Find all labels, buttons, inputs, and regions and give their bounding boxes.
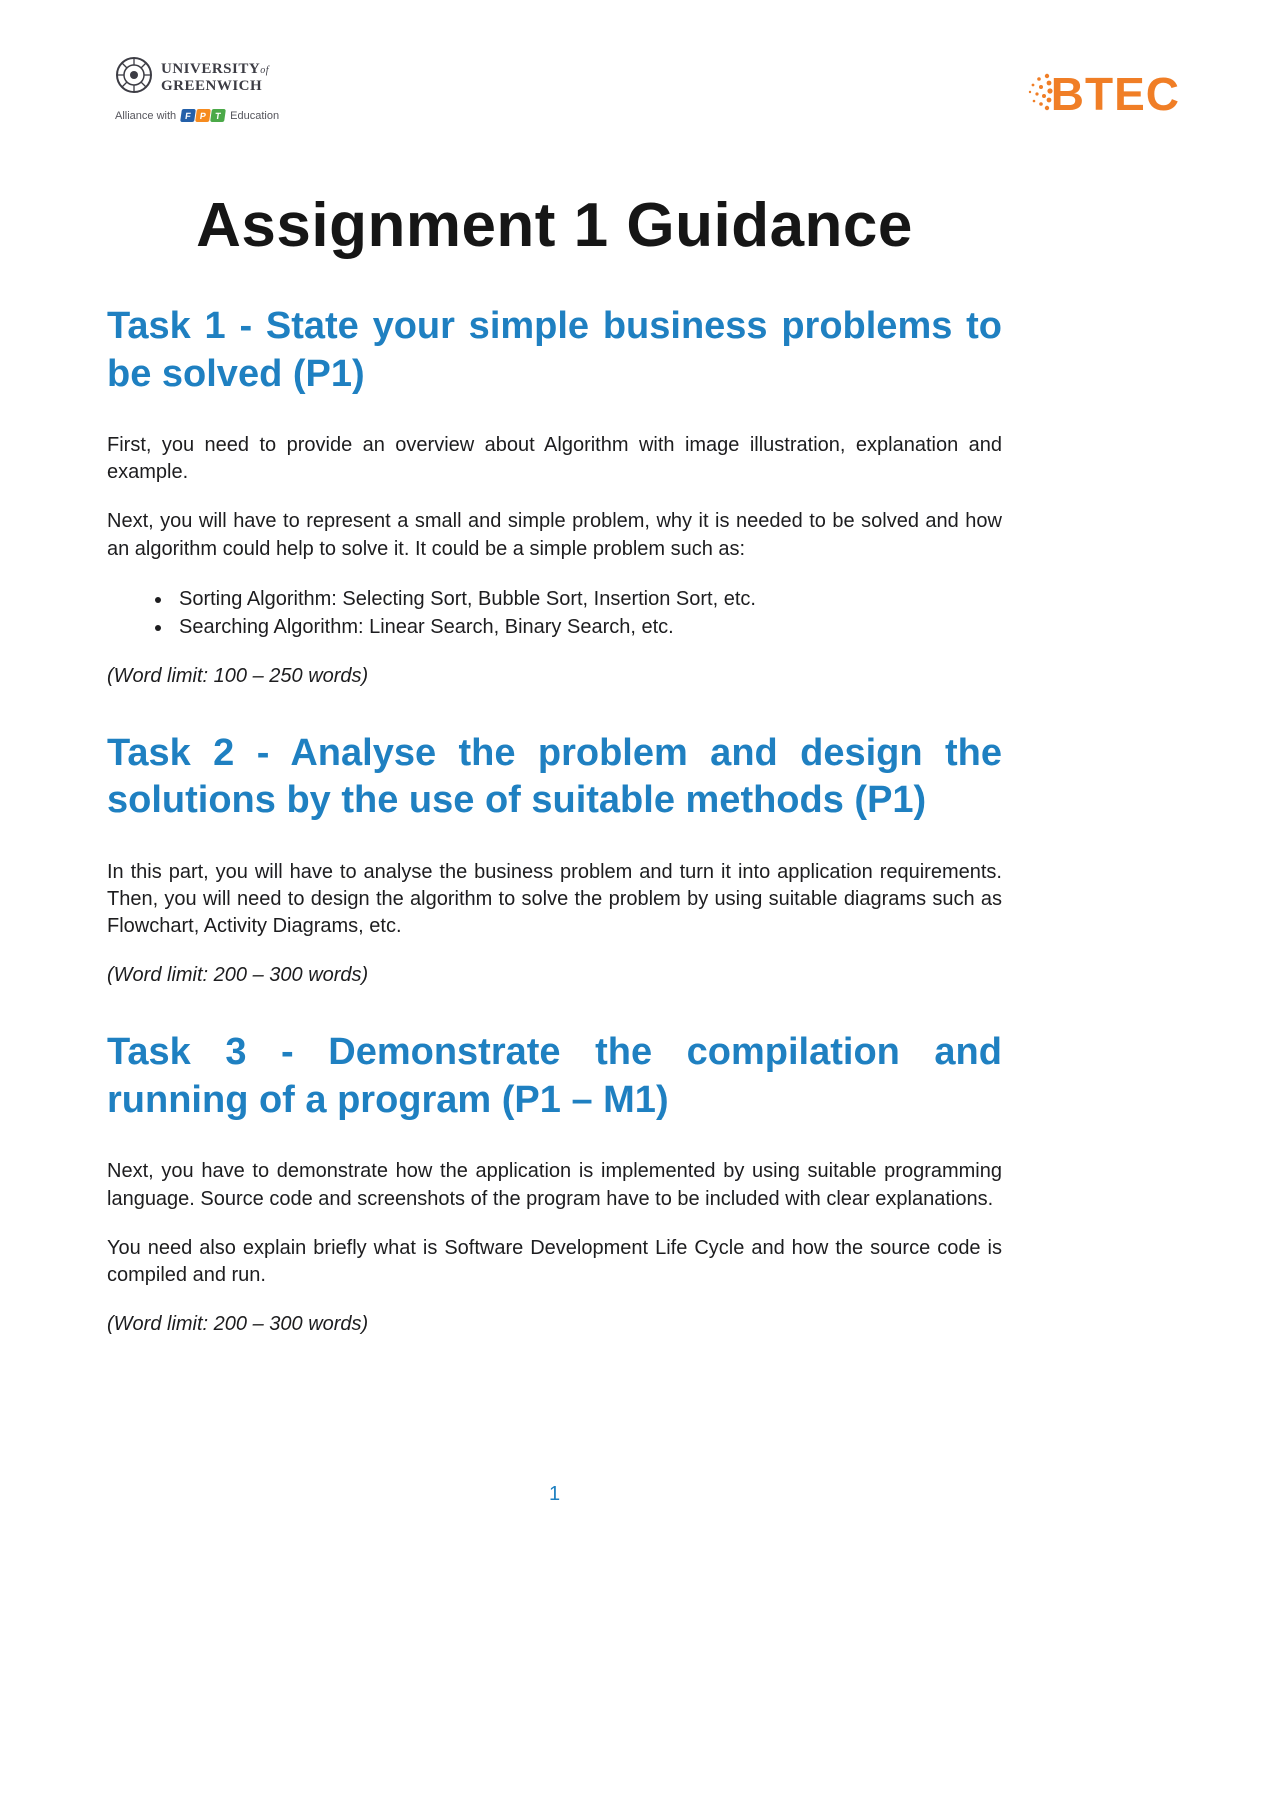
task2-heading: Task 2 - Analyse the problem and design the solutions by the use of suitable methods (P1) <box>107 731 1002 822</box>
fpt-letter-t: T <box>210 109 226 122</box>
list-item: • Searching Algorithm: Linear Search, Binary Search, etc. <box>173 613 1002 641</box>
fpt-logo <box>180 109 226 122</box>
task1-word-limit: (Word limit: 100 – 250 words) <box>107 664 369 687</box>
alliance-suffix: Education <box>230 109 280 122</box>
task1-paragraph: Next, you will have to represent a small and simple problem, why it is needed to be solved and how an algorithm could help to solve it. It could be a simple problem such as: <box>107 510 1002 560</box>
page-footer <box>107 1483 1002 1506</box>
task1-paragraph: First, you need to provide an overview about Algorithm with image illustration, explanation and example. <box>107 434 1002 484</box>
task3-paragraph: Next, you have to demonstrate how the application is implemented by using suitable programming language. Source code and screenshots of the program have to be included with clear explanations. <box>107 1160 1002 1210</box>
task1-bullet-list <box>107 585 1002 641</box>
task2-paragraph: In this part, you will have to analyse the business problem and turn it into application requirements. Then, you will need to design the algorithm to solve the problem by using suitable diagrams such as Flowchart, Activity Diagrams, etc. <box>107 860 1002 938</box>
alliance-prefix: Alliance with <box>115 109 177 122</box>
alliance-line <box>115 109 279 122</box>
btec-logo <box>1025 68 1180 119</box>
task3-word-limit: (Word limit: 200 – 300 words) <box>107 1313 369 1336</box>
university-name-line2: GREENWICH <box>161 77 263 94</box>
page-header <box>115 56 1180 146</box>
university-of-greenwich-logo <box>115 56 279 122</box>
task1-heading: Task 1 - State your simple business problems to be solved (P1) <box>107 305 1002 395</box>
page-title: Assignment 1 Guidance <box>196 191 913 260</box>
task3-paragraph: You need also explain briefly what is Software Development Life Cycle and how the source code is compiled and run. <box>107 1236 1002 1286</box>
fpt-letter-f: F <box>180 109 196 122</box>
list-item: • Sorting Algorithm: Selecting Sort, Bubble Sort, Insertion Sort, etc. <box>173 585 1002 613</box>
page-number: 1 <box>548 1483 561 1505</box>
university-name <box>161 61 269 94</box>
task2-word-limit: (Word limit: 200 – 300 words) <box>107 964 369 987</box>
document-content <box>107 190 1002 1346</box>
task3-heading: Task 3 - Demonstrate the compilation and running of a program (P1 – M1) <box>107 1031 1002 1121</box>
university-crest-icon <box>115 56 153 99</box>
university-name-of: of <box>260 65 269 76</box>
fpt-letter-p: P <box>195 109 211 122</box>
university-logo-top <box>115 56 279 99</box>
btec-wordmark: BTEC <box>1050 67 1180 120</box>
university-name-line1: UNIVERSITY <box>161 61 261 77</box>
